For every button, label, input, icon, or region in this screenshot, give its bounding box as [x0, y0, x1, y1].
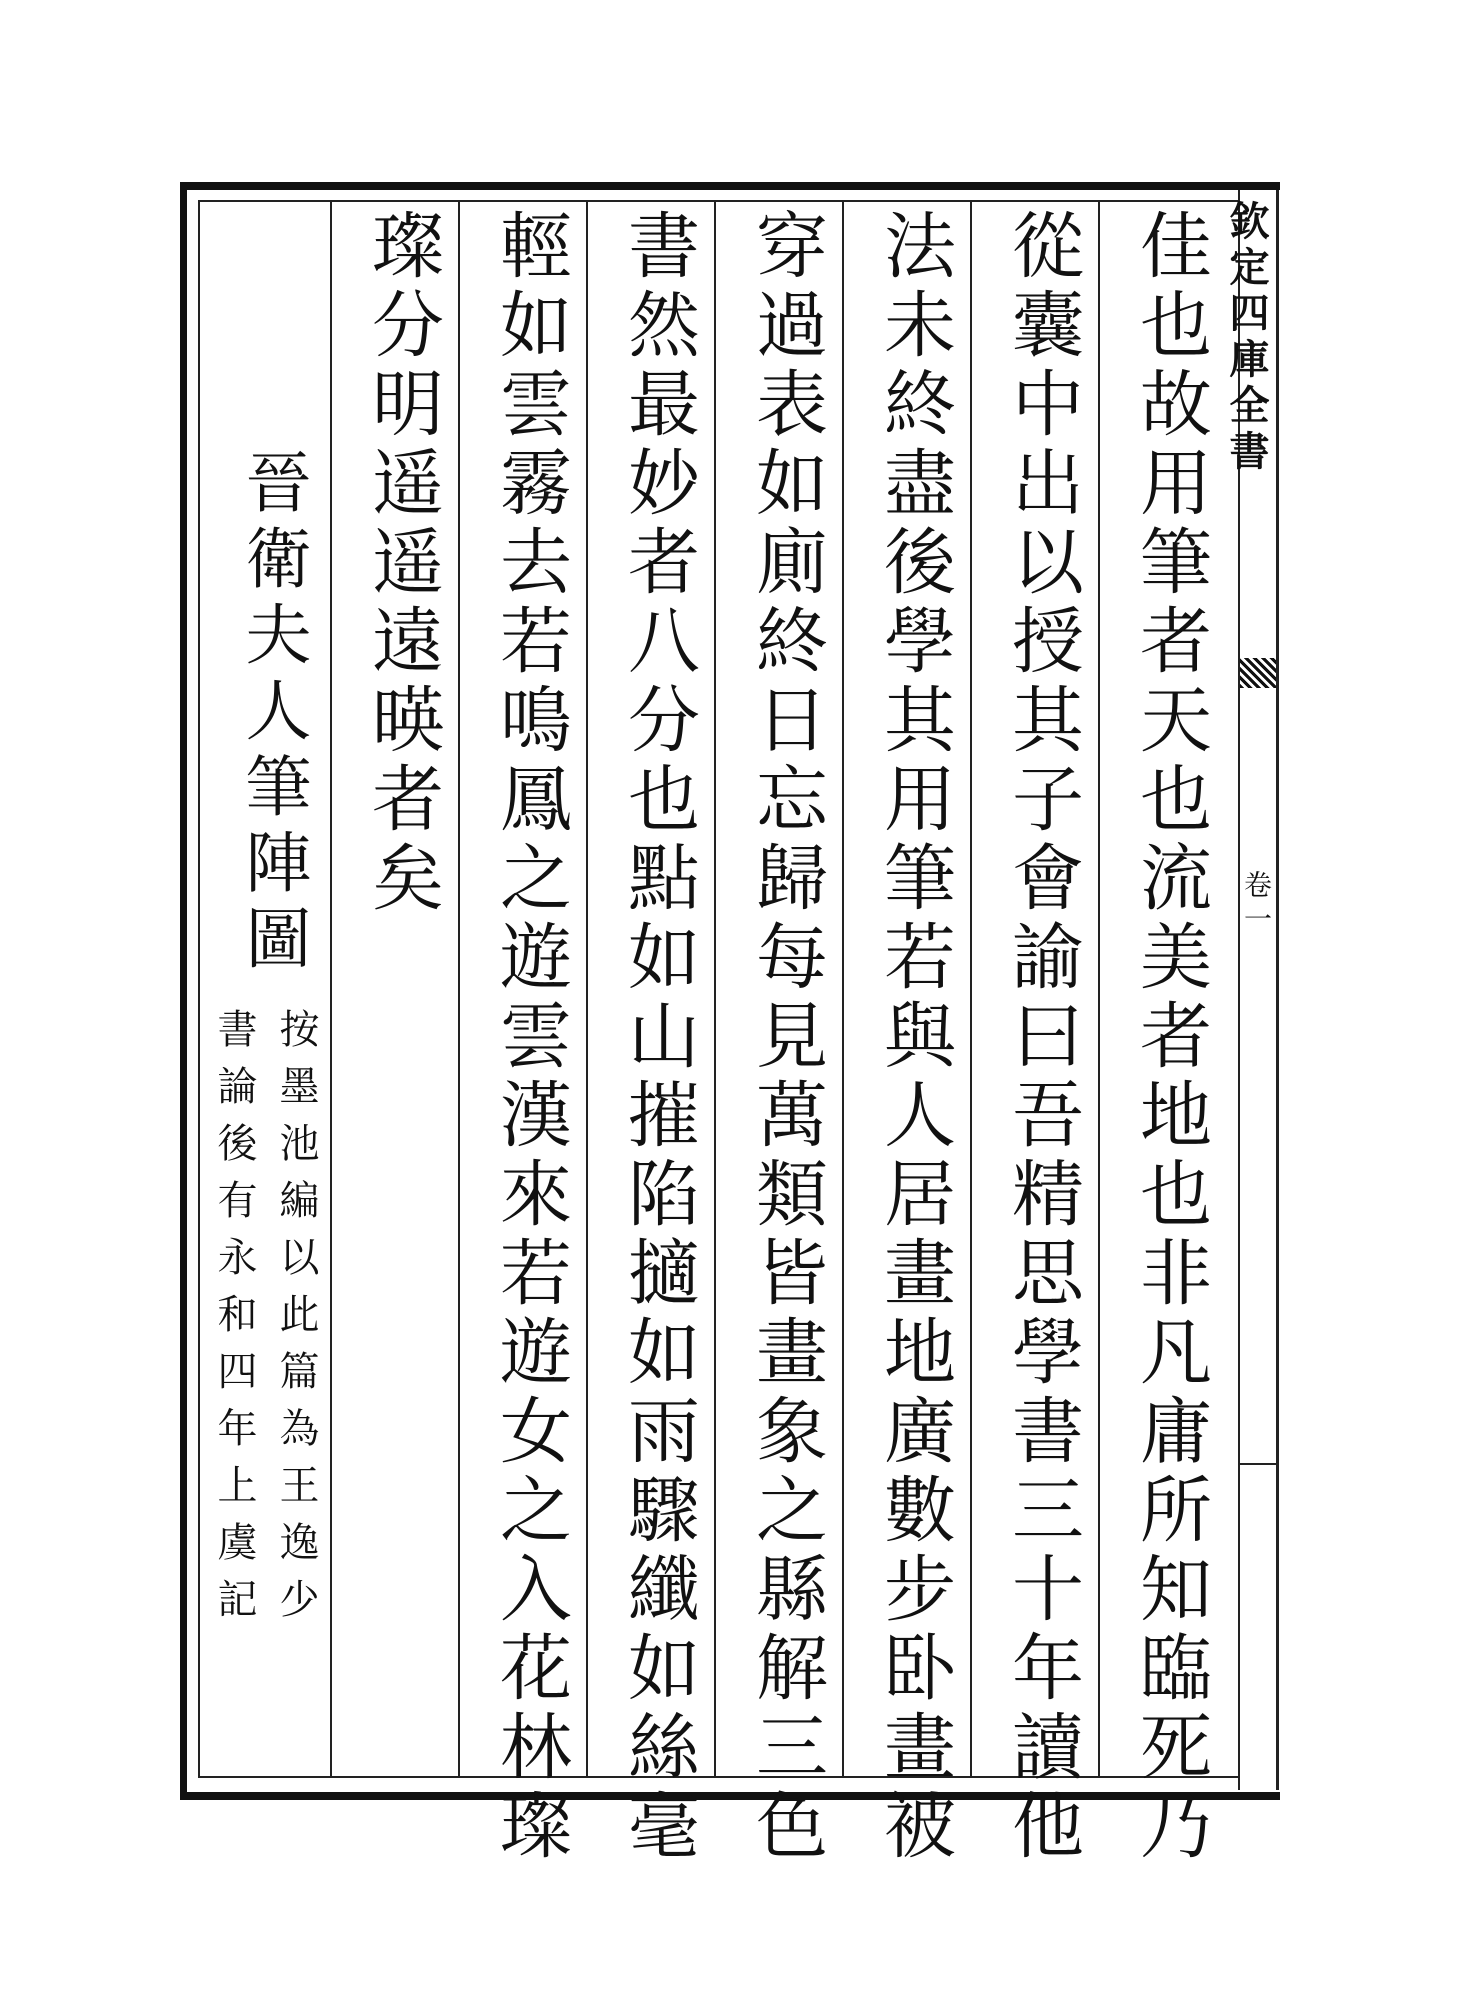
text-column-1: 佳也故用筆者天也流美者地也非凡庸所知臨死乃: [1128, 208, 1212, 1867]
section-title: 晉衛夫人筆陣圖: [234, 448, 311, 980]
annotation: [202, 1008, 330, 1748]
text-column-7: 璨分明遥遥遠暎者矣: [360, 208, 444, 919]
series-title: 欽定四庫全書: [1223, 200, 1270, 476]
column-divider: [842, 202, 844, 1778]
text-column-6: 輕如雲霧去若鳴鳳之遊雲漢來若遊女之入花林璨: [488, 208, 572, 1867]
header-tick: [1240, 1463, 1276, 1465]
column-divider: [714, 202, 716, 1778]
column-divider: [970, 202, 972, 1778]
text-column-2: 從囊中出以授其子會諭曰吾精思學書三十年讀他: [1000, 208, 1084, 1867]
column-divider: [586, 202, 588, 1778]
column-divider: [330, 202, 332, 1778]
column-divider: [458, 202, 460, 1778]
annotation-line-left: 書論後有永和四年上虞記: [211, 1008, 257, 1635]
text-column-4: 穿過表如廁終日忘歸每見萬類皆畫象之縣解三色: [744, 208, 828, 1867]
text-column-3: 法未終盡後學其用筆若與人居畫地廣數步卧畫被: [872, 208, 956, 1867]
header-rule-right: [1276, 190, 1279, 1790]
fishtail-ornament-icon: [1240, 658, 1276, 688]
volume-label: 卷一: [1240, 870, 1273, 938]
annotation-line-right: 按墨池編以此篇為王逸少: [273, 1008, 319, 1635]
column-divider: [1098, 202, 1100, 1778]
text-column-5: 書然最妙者八分也點如山摧陷擿如雨驟纖如絲毫: [616, 208, 700, 1867]
